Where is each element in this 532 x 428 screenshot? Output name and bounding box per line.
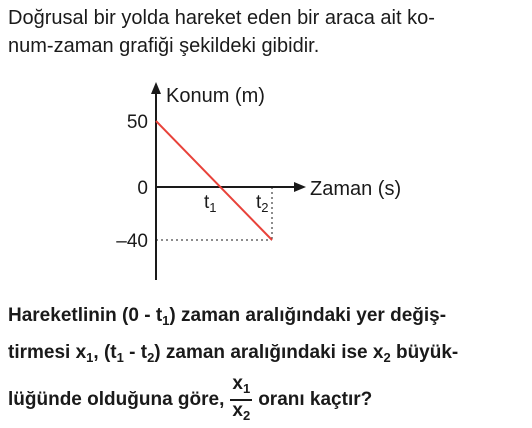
position-time-graph [0, 70, 532, 300]
fraction-numerator: $x_1$ [230, 374, 252, 401]
intro-line-2: num-zaman grafiği şekildeki gibidir. [8, 35, 320, 57]
x-axis-arrow [294, 182, 306, 192]
question-line-2: tirmesi $x_1$, $(t_1 - t_2)$ zaman aralığındaki ise $x_2$ büyük- [8, 342, 459, 365]
y-axis-arrow [151, 82, 161, 94]
ratio-fraction [230, 374, 252, 426]
question-line-1: Hareketlinin $(0 - t_1)$ zaman aralığındaki yer değiş- [8, 305, 447, 328]
fraction-denominator: $x_2$ [232, 400, 251, 423]
question-line-3: lüğünde olduğuna göre, $\frac{x_1}{x_2}$ oranı kaçtır? [8, 374, 528, 426]
x-axis-label: Zaman (s) [310, 178, 402, 200]
y-axis-label: Konum (m) [166, 85, 265, 107]
question-text [8, 300, 528, 426]
intro-text [8, 4, 524, 60]
intro-line-1: Doğrusal bir yolda hareket eden bir araca ait ko- [8, 7, 435, 29]
x-tick-label-t1: $t_1$ [204, 192, 217, 215]
series-line [156, 121, 272, 240]
y-tick-label-50: 50 [126, 112, 148, 133]
y-tick-label-neg40: –40 [116, 231, 148, 252]
x-tick-label-t2: $t_2$ [256, 192, 269, 215]
y-tick-label-0: 0 [137, 178, 148, 199]
